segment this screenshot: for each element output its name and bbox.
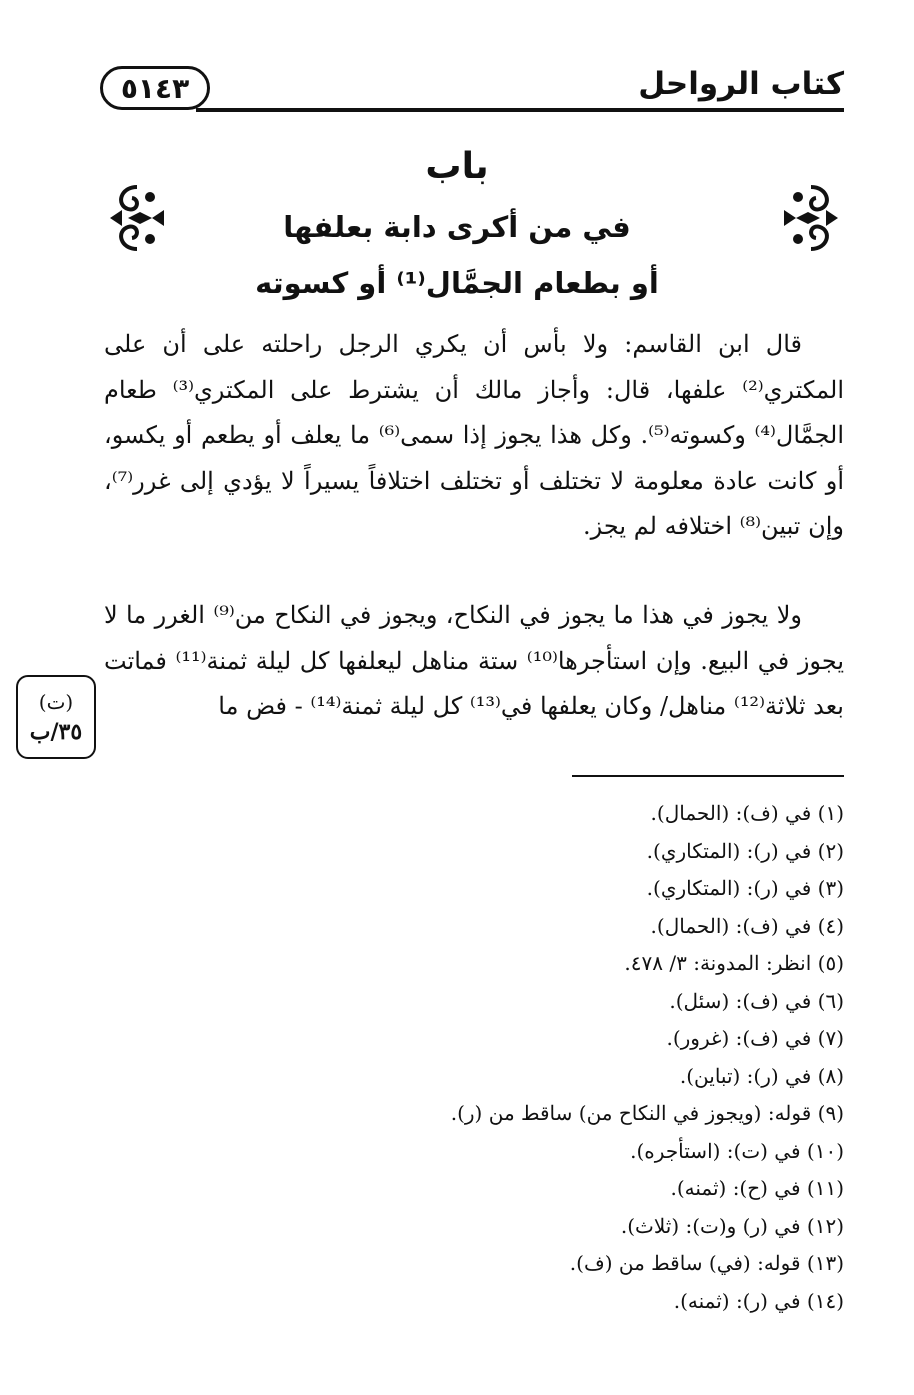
footnote-item: (١٣) قوله: (في) ساقط من (ف). (569, 1251, 844, 1275)
footnote-item: (١٢) في (ر) و(ت): (ثلاث). (620, 1213, 844, 1238)
book-title: كتاب الرواحل (638, 66, 844, 102)
footnotes-list (284, 795, 844, 1320)
footnote-item: (٢) في (ر): (المتكاري). (646, 838, 844, 863)
chapter-subtitle-line1: في من أكرى دابة بعلفها (283, 210, 631, 244)
footnote-item: (٨) في (ر): (تباين). (679, 1063, 844, 1088)
footnote-item: (٥) انظر: المدونة: ٣/ ٤٧٨. (624, 951, 844, 975)
header-rule (196, 108, 844, 112)
page-number: ٥١٤٣ (100, 66, 210, 110)
margin-manuscript-reference (16, 675, 96, 759)
footnote-item: (١١) في (ح): (ثمنه). (670, 1176, 844, 1200)
body-paragraph-1: قال ابن القاسم: ولا بأس أن يكري الرجل راحلته على أن على المكتري⁽²⁾ علفها، قال: وأجاز مالك أن يشترط على المكتري⁽³⁾ طعام الجمَّال⁽⁴⁾ وكسوته⁽⁵⁾. وكل هذا يجوز إذا سمى⁽⁶⁾ ما يعلف أو يطعم أو يكسو، أو كانت عادة معلومة لا تختلف أو تختلف اختلافاً يسيراً لا يؤدي إلى غرر⁽⁷⁾، وإن تبين⁽⁸⁾ اختلافه لم يجز. (104, 330, 845, 540)
chapter-heading: باب (425, 146, 489, 187)
footnote-item: (٧) في (ف): (غرور). (666, 1026, 844, 1050)
footnote-separator (572, 775, 844, 777)
footnote-item: (١) في (ف): (الحمال). (650, 801, 844, 825)
chapter-subtitle-line2: أو بطعام الجمَّال⁽¹⁾ أو كسوته (255, 266, 659, 300)
footnote-item: (٩) قوله: (ويجوز في النكاح من) ساقط من (ر). (450, 1101, 844, 1125)
footnote-item: (٤) في (ف): (الحمال). (650, 913, 844, 938)
footnote-item: (٣) في (ر): (المتكاري). (646, 876, 844, 900)
footnote-item: (١٠) في (ت): (استأجره). (630, 1138, 844, 1163)
margin-manuscript-siglum: (ت) (38, 690, 74, 714)
footnote-item: (١٤) في (ر): (ثمنه). (673, 1288, 844, 1313)
margin-folio-number: ٣٥/ب (29, 719, 83, 745)
body-paragraph-2: ولا يجوز في هذا ما يجوز في النكاح، ويجوز في النكاح من⁽⁹⁾ الغرر ما لا يجوز في البيع. وإن استأجرها⁽¹⁰⁾ ستة مناهل ليعلفها كل ليلة ثمنة⁽¹¹⁾ فماتت بعد ثلاثة⁽¹²⁾ مناهل/ وكان يعلفها في⁽¹³⁾ كل ليلة ثمنة⁽¹⁴⁾ - فض ما (104, 601, 844, 720)
footnote-item: (٦) في (ف): (سئل). (669, 988, 844, 1013)
